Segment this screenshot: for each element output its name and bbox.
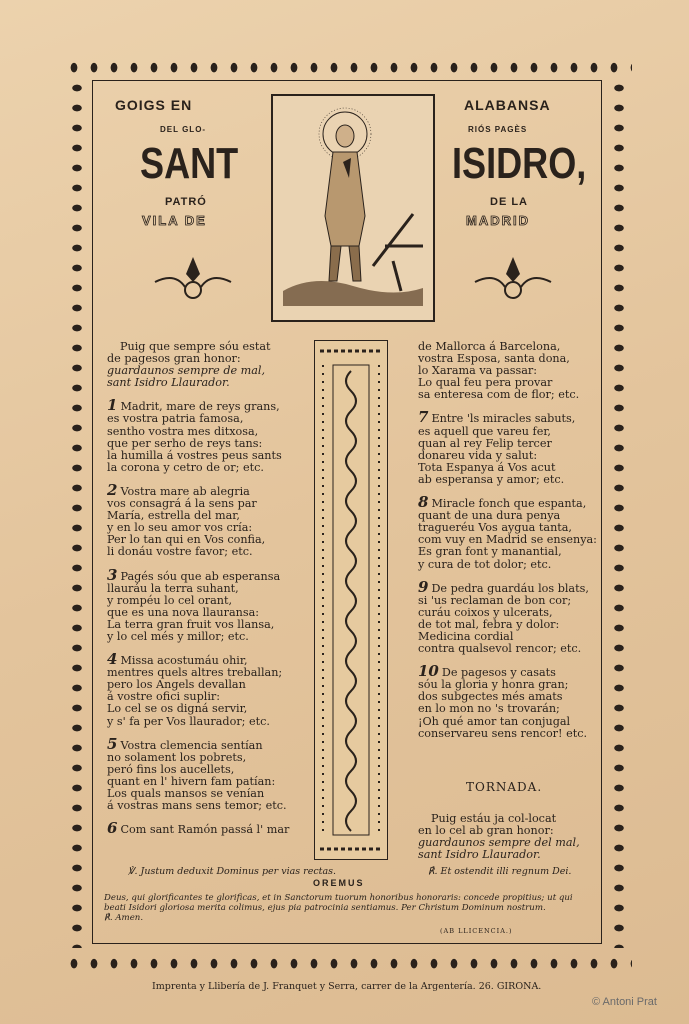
verse-line: sentho vostra mes ditxosa,: [107, 424, 259, 438]
verse-text: Madrit, mare de reys grans,: [120, 400, 280, 414]
verse-line: María, estrella del mar,: [107, 509, 240, 523]
verse-line: á vostras mans sens temor; etc.: [107, 799, 287, 813]
verse-line: [107, 480, 289, 499]
verse-line: en lo mon no 's trovarán;: [418, 702, 560, 716]
verse-line: quan al rey Felip tercer: [418, 436, 552, 450]
verse-line: ¡Oh qué amor tan conjugal: [418, 714, 571, 728]
border-right: [606, 78, 632, 948]
verse-line: la corona y cetro de or; etc.: [107, 460, 264, 474]
stanza-10: [418, 662, 597, 740]
verse-line: conservareu sens rencor! etc.: [418, 726, 588, 740]
stanza-number: 2: [107, 480, 118, 499]
verse-text: De pagesos y casats: [441, 666, 556, 680]
verse-line: ab esperansa y amor; etc.: [418, 472, 565, 486]
verse-line: Per lo tan qui en Vos confia,: [107, 533, 266, 547]
verse-text: Pagés sóu que ab esperansa: [120, 569, 281, 583]
right-column: [418, 341, 597, 750]
stanza-6: [107, 819, 290, 838]
prayer-line: beati Isidori gloriosa merita colimus, ejus pia patrocinia sentiamus. Per Christum Dominum nostrum.: [104, 903, 546, 913]
saint-isidro-engraving: [271, 94, 435, 322]
stanza-4: [107, 650, 289, 728]
verse-line: [107, 650, 289, 669]
verse-line: vostra Esposa, santa dona,: [418, 352, 570, 366]
verse-line: [418, 577, 597, 596]
verse-line: [107, 565, 289, 584]
intro-line: guardaunos sempre de mal,: [107, 364, 266, 378]
verse-text: Entre 'ls miracles sabuts,: [431, 412, 576, 426]
verse-line: quant en l' hivern fam patían:: [107, 774, 276, 788]
verse-line: sa enteresa com de flor; etc.: [418, 388, 580, 402]
stanza-number: 4: [107, 650, 118, 669]
title-del-glo: DEL GLO-: [160, 125, 207, 134]
verse-line: contra qualsevol rencor; etc.: [418, 642, 582, 656]
verse-line: com vuy en Madrid se ensenya:: [418, 533, 597, 547]
stanza-number: 5: [107, 734, 118, 753]
title-goigs-en: GOIGS EN: [115, 97, 193, 113]
intro-stanza: [107, 341, 289, 389]
tornada-line: guardaunos sempre del mal,: [418, 836, 580, 850]
title-patro: PATRÓ: [165, 196, 207, 208]
photo-credit: © Antoni Prat: [592, 996, 657, 1008]
title-alabansa: ALABANSA: [464, 97, 551, 113]
verse-line: la humilla á vostres peus sants: [107, 448, 282, 462]
stanza-number: 7: [418, 408, 429, 427]
intro-line: sant Isidro Llaurador.: [107, 376, 230, 390]
title-sant: SANT: [140, 139, 239, 188]
verse-line: [418, 493, 597, 512]
verse-line: Tota Espanya á Vos acut: [418, 460, 556, 474]
verse-line: quant de una dura penya: [418, 509, 561, 523]
verse-line: [107, 396, 289, 415]
stanza-2: [107, 480, 289, 559]
verse-line: [418, 408, 597, 427]
verse-line: dos subgectes més amats: [418, 690, 563, 704]
tornada-stanza: [418, 813, 580, 861]
verse-text: Missa acostumáu ohir,: [120, 654, 248, 668]
verse-line: [107, 734, 289, 753]
verse-line: y rompéu lo cel orant,: [107, 593, 233, 607]
printer-imprint: Imprenta y Llibería de J. Franquet y Serra, carrer de la Argentería. 26. GIRONA.: [152, 981, 542, 992]
intro-line: Puig que sempre sóu estat: [120, 340, 271, 353]
stanza-9: [418, 577, 597, 656]
verse-line: mentres quels altres treballan;: [107, 666, 283, 680]
amen: ℟. Amen.: [104, 913, 144, 923]
verse-line: sóu la gloria y honra gran;: [418, 678, 569, 692]
stanza-number: 6: [107, 819, 118, 838]
stanza-number: 10: [418, 662, 439, 681]
verse-line: [418, 662, 597, 681]
stanza-number: 8: [418, 493, 429, 512]
border-bottom: [64, 948, 632, 974]
verse-text: Vostra clemencia sentían: [120, 738, 263, 752]
verse-line: y en lo seu amor vos cría:: [107, 521, 253, 535]
verse-line: Es gran font y manantial,: [418, 545, 562, 559]
stanza-7: [418, 408, 597, 486]
tornada-line: sant Isidro Llaurador.: [418, 848, 541, 862]
verse-line: li donáu vostre favor; etc.: [107, 545, 253, 559]
verse-line: curáu coixos y ulcerats,: [418, 605, 553, 619]
prayer: [104, 893, 573, 923]
left-column: [107, 341, 289, 846]
verse-line: pero los Angels devallan: [107, 678, 246, 692]
verse-line: que per serho de reys tans:: [107, 436, 263, 450]
right-stanzas: [418, 408, 597, 740]
decorative-pillar: [314, 340, 388, 860]
tornada-title: TORNADA.: [466, 780, 543, 794]
tornada-line: en lo cel ab gran honor:: [418, 824, 554, 838]
verse-text: Com sant Ramón passá l' mar: [120, 823, 290, 837]
stanza-1: [107, 396, 289, 474]
title-isidro: ISIDRO,: [452, 139, 587, 188]
prayer-line: Deus, qui glorificantes te glorificas, et in Sanctorum tuorum honoribus honoraris: concede propitius; ut qui: [104, 893, 573, 903]
stanza-3: [107, 565, 289, 644]
stanza-5: [107, 734, 289, 813]
stanza-number: 3: [107, 565, 118, 584]
verse-line: peró fins los aucellets,: [107, 762, 235, 776]
title-de-la: DE LA: [490, 196, 528, 208]
verse-line: donareu vida y salut:: [418, 448, 538, 462]
verse-line: La terra gran fruit vos llansa,: [107, 617, 275, 631]
stanza-number: 1: [107, 396, 118, 415]
title-rios-pages: RIÓS PAGÈS: [468, 125, 528, 134]
continuation-stanza: [418, 341, 597, 401]
verse-line: Medicina cordial: [418, 629, 514, 643]
oremus-heading: OREMUS: [313, 878, 365, 888]
verse-line: Lo cel se os digná servir,: [107, 702, 248, 716]
verse-line: es aquell que vareu fer,: [418, 424, 551, 438]
intro-line: de pagesos gran honor:: [107, 352, 241, 366]
ornament-right: [470, 252, 556, 306]
title-madrid: MADRID: [466, 213, 530, 228]
stanza-8: [418, 493, 597, 571]
stanza-number: 9: [418, 577, 429, 596]
verse-line: lo Xarama va passar:: [418, 364, 538, 378]
verse-line: á vostre ofici suplir:: [107, 690, 221, 704]
verse-line: de Mallorca á Barcelona,: [418, 340, 561, 353]
verse-line: vos consagrá á la sens par: [107, 497, 257, 511]
verse-line: y cura de tot dolor; etc.: [418, 557, 552, 571]
verse-line: no solament los pobrets,: [107, 750, 247, 764]
verse-line: Lo qual feu pera provar: [418, 376, 553, 390]
verse-line: que es una nova llauransa:: [107, 605, 260, 619]
verse-line: y s' fa per Vos llaurador; etc.: [107, 714, 270, 728]
licence-note: (AB LLICENCIA.): [440, 927, 513, 935]
ornament-left: [150, 252, 236, 306]
verse-line: tragueréu Vos aygua tanta,: [418, 521, 572, 535]
verse-line: [107, 819, 290, 838]
verse-line: si 'us reclaman de bon cor;: [418, 593, 572, 607]
verse-text: De pedra guardáu los blats,: [431, 581, 589, 595]
border-top: [64, 52, 632, 78]
tornada-line: Puig estáu ja col-locat: [431, 812, 557, 825]
verse-line: llauráu la terra suhant,: [107, 581, 239, 595]
versicle: ℣. Justum deduxit Dominus per vias rectas.: [128, 866, 337, 877]
left-stanzas: [107, 396, 290, 838]
verse-line: de tot mal, febra y dolor:: [418, 617, 560, 631]
verse-line: y lo cel més y millor; etc.: [107, 629, 249, 643]
response: ℟. Et ostendit illi regnum Dei.: [428, 866, 572, 877]
verse-line: es vostra patria famosa,: [107, 412, 244, 426]
border-left: [64, 78, 90, 948]
verse-line: Los quals mansos se venían: [107, 787, 265, 800]
verse-text: Vostra mare ab alegria: [120, 484, 250, 498]
verse-text: Miracle fonch que espanta,: [431, 497, 587, 511]
title-vila-de: VILA DE: [142, 213, 207, 228]
